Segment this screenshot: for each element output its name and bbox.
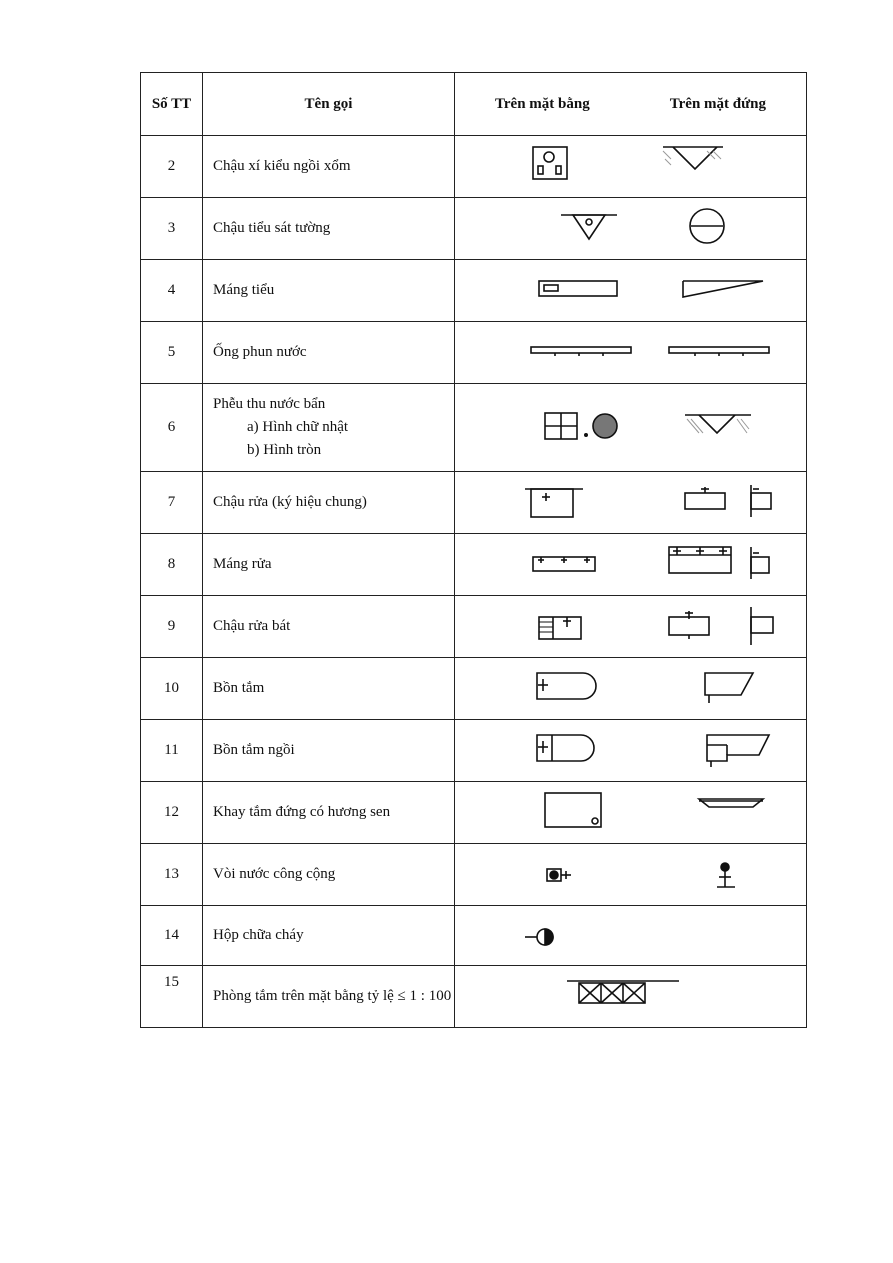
squat-toilet-plan-icon [533, 147, 567, 179]
row-subitem: b) Hình tròn [247, 442, 322, 458]
row-name: Chậu rửa bát [203, 596, 455, 658]
row-number: 11 [141, 720, 203, 782]
wall-urinal-plan-icon [561, 215, 617, 239]
row-name: Ống phun nước [203, 322, 455, 384]
spray-pipe-elevation-icon [669, 347, 769, 356]
table-row [141, 472, 807, 534]
row-number: 2 [141, 136, 203, 198]
table-row [141, 658, 807, 720]
shower-tray-plan-icon [545, 793, 601, 827]
wall-urinal-elevation-icon [690, 209, 724, 243]
row-name: Vòi nước công cộng [203, 844, 455, 906]
row-name: Bồn tắm ngồi [203, 720, 455, 782]
public-tap-elevation-icon [717, 863, 735, 887]
header-symbols [455, 73, 807, 136]
row-name: Chậu tiểu sát tường [203, 198, 455, 260]
row-name: Hộp chữa cháy [203, 906, 455, 966]
table-row [141, 534, 807, 596]
floor-drain-plan-icon [545, 413, 617, 439]
row-name: Chậu xí kiểu ngồi xổm [203, 136, 455, 198]
row-number: 10 [141, 658, 203, 720]
plumbing-symbols-table [140, 72, 807, 1028]
table-row [141, 384, 807, 472]
table-row [141, 782, 807, 844]
wash-trough-elevation-icon [669, 547, 769, 579]
spray-pipe-plan-icon [531, 347, 631, 356]
kitchen-sink-elevation-icon [669, 607, 773, 645]
table-row [141, 720, 807, 782]
table-row [141, 322, 807, 384]
row-number: 6 [141, 384, 203, 472]
fire-box-plan-icon [525, 929, 553, 945]
row-number: 15 [141, 966, 203, 1028]
table-row [141, 906, 807, 966]
table-row [141, 198, 807, 260]
header-elevation: Trên mặt đứng [669, 95, 766, 112]
sitz-bath-elevation-icon [707, 735, 769, 767]
row-number: 9 [141, 596, 203, 658]
row-number: 8 [141, 534, 203, 596]
row-name: Phễu thu nước bẩn [213, 396, 326, 412]
public-tap-plan-icon [547, 869, 571, 881]
shower-tray-elevation-icon [699, 799, 763, 807]
kitchen-sink-plan-icon [539, 617, 581, 639]
sitz-bath-plan-icon [537, 735, 594, 761]
bathtub-plan-icon [537, 673, 596, 699]
floor-drain-elevation-icon [685, 415, 751, 433]
bathtub-elevation-icon [705, 673, 753, 703]
table-row [141, 844, 807, 906]
shower-room-plan-icon [567, 981, 679, 1003]
row-number: 4 [141, 260, 203, 322]
row-number: 7 [141, 472, 203, 534]
row-name: Phòng tắm trên mặt bằng tỷ lệ ≤ 1 : 100 [203, 966, 455, 1028]
row-name: Máng rửa [203, 534, 455, 596]
row-subitem: a) Hình chữ nhật [247, 419, 349, 435]
header-name: Tên gọi [203, 73, 455, 136]
row-name: Chậu rửa (ký hiệu chung) [203, 472, 455, 534]
row-number: 3 [141, 198, 203, 260]
table-row [141, 596, 807, 658]
row-number: 12 [141, 782, 203, 844]
header-plan: Trên mặt bằng [495, 95, 590, 112]
sink-plan-icon [525, 489, 583, 517]
row-number: 5 [141, 322, 203, 384]
squat-toilet-elevation-icon [663, 147, 723, 169]
urinal-trough-elevation-icon [683, 281, 763, 297]
wash-trough-plan-icon [533, 557, 595, 571]
urinal-trough-plan-icon [539, 281, 617, 296]
row-number: 14 [141, 906, 203, 966]
table-header-row [141, 73, 807, 136]
row-name: Khay tắm đứng có hương sen [203, 782, 455, 844]
row-number: 13 [141, 844, 203, 906]
sink-elevation-icon [685, 485, 771, 517]
row-name: Bồn tắm [203, 658, 455, 720]
header-stt: Số TT [141, 73, 203, 136]
table-row [141, 260, 807, 322]
table-row [141, 136, 807, 198]
table-row [141, 966, 807, 1028]
row-name: Máng tiểu [203, 260, 455, 322]
